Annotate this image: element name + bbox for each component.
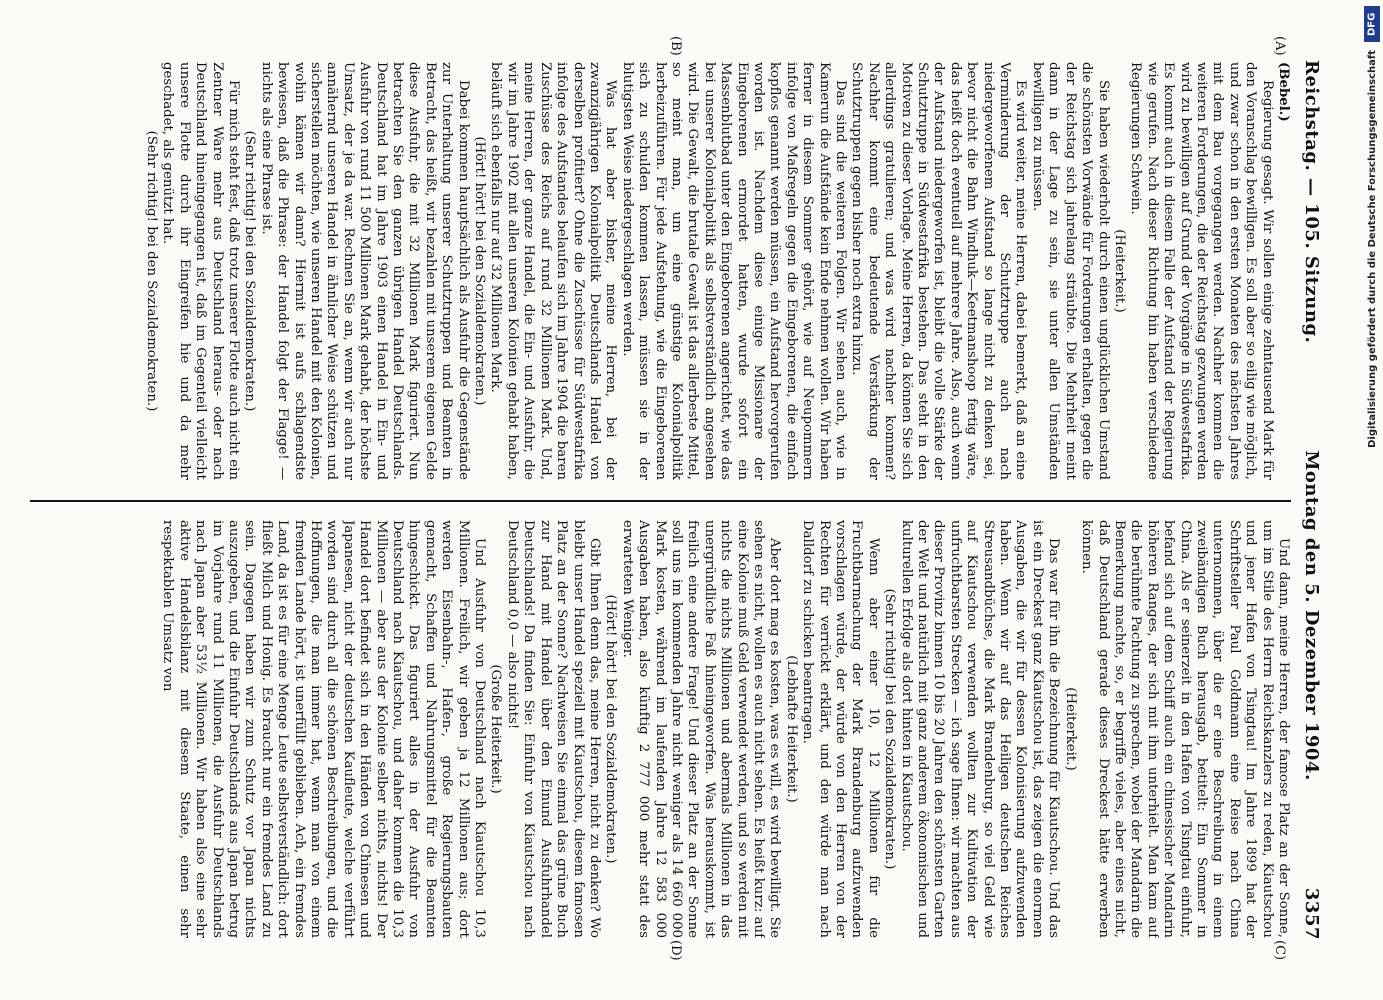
dfg-notice: Digitalisierung gefördert durch die Deutsche Forschungsgemeinschaft: [1366, 50, 1378, 448]
paragraph: Sie haben wiederholt durch einen unglücklichen Umstand die schönsten Vorwände für Forderungen erhalten, gegen die der Reichstag sich jahrelang sträubte. Die Mehrheit meint dann in der Lage zu sein, sie unter allen Umständen bewilligen zu müssen.: [1029, 62, 1111, 480]
paragraph: Es wird weiter, meine Herren, dabei bemerkt, daß an eine Verminderung der Schutztruppe auch nach niedergeworfenem Aufstand so lange nicht zu denken sei, bevor nicht die Bahn Windhuk—Keetmanshoop fertig wäre, das heißt doch eventuell auf mehrere Jahre. Also, auch wenn der Aufstand niedergeworfen ist, bleibt die volle Stärke der Schutztruppe in Südwestafrika bestehen. Das steht in den Motiven zu dieser Vorlage. Meine Herren, da können Sie sich allerdings gratulieren; und was wird nachher kommen? Nachher kommt eine bedeutende Verstärkung der Schutztruppen gegen bisher noch extra hinzu.: [849, 62, 1029, 480]
paragraph: Was hat aber bisher, meine Herren, bei der zwanzigjährigen Kolonialpolitik Deutschlands Handel von derselben profitiert? Ohne die Zuschüsse für Südwestafrika infolge des Aufstandes belaufen sich im Jahre 1904 die baren Zuschüsse des Reichs auf rund 32 Millionen Mark. Und, meine Herren, der ganze Handel, die Ein- und Ausfuhr, die wir im Jahre 1902 mit allen unseren Kolonien gehabt haben, beläuft sich ebenfalls nur auf 32 Millionen Mark.: [488, 62, 619, 480]
margin-marker-c: (C): [1272, 940, 1287, 961]
paragraph: Regierung gesagt. Wir sollen einige zehntausend Mark für den Voranschlag bewilligen. Es soll aber so eilig wie möglich, und zwar schon in den ersten Monaten des nächsten Jahres mit dem Bau vorgegangen werden. Nachher kommen die weiteren Forderungen, die der Reichstag gezwungen werden wird zu bewilligen auf Grund der Vorgänge in Südwestafrika. Es kommt auch in diesem Falle der Aufstand der Regierung wie gerufen. Nach dieser Richtung hin haben verschiedene Regierungen Schwein.: [1128, 62, 1275, 480]
paragraph: (Sehr richtig! bei den Sozialdemokraten.): [882, 588, 898, 870]
paragraph: Und dann, meine Herren, der famose Platz an der Sonne, um im Stile des Herrn Reichskanzlers zu reden, Kiautschou und jener Hafen von Tsingtau! Im Jahre 1899 hat der Schriftsteller Paul Goldmann eine Reise nach China unternommen, über die er eine Beschreibung in einem zweibändigen Buch herausgab, betitelt: Ein Sommer in China. Als er seinerzeit in den Hafen von Tsingtau einfuhr, befand sich auf dem Schiff auch ein chinesischer Mandarin höheren Ranges, der sich mit ihm unterhielt. Man kam auf die berühmte Pachtung zu sprechen, wobei der Mandarin die Bemerkung machte, so, er begriffe vieles, aber eines nicht, daß Deutschland gerade dieses Dreckest hätte erwerben können.: [1079, 520, 1291, 938]
left-column: [30, 62, 1291, 480]
paragraph: Dabei kommen hauptsächlich als Ausfuhr die Gegenstände zur Unterhaltung unserer Schutztruppen und Beamten in Betracht, das heißt, wir bezahlen mit unserem eigenen Gelde diese Ausfuhr, die mit 32 Millionen Mark figuriert. Nun betrachten Sie den ganzen übrigen Handel Deutschlands. Deutschland hat im Jahre 1903 einen Handel in Ein- und Ausfuhr von rund 11 500 Millionen Mark gehabt, der höchste Umsatz, der je da war. Rechnen Sie an, wenn wir auch nur annähernd unseren Handel in ähnlicher Weise schützen und sicherstellen möchten, wie unseren Handel mit den Kolonien, wohin kämen wir dann? Hiermit ist aufs schlagendste bewiesen, daß die Phrase: der Handel folgt der Flagge! — nichts als eine Phrase ist.: [258, 62, 471, 480]
paragraph: Für mich steht fest, daß trotz unserer Flotte auch nicht ein Zentner Ware mehr aus Deutschland heraus- oder nach Deutschland hineingegangen ist, daß im Gegenteil vielleicht unsere Flotte durch ihr Eingreifen hie und da mehr geschadet, als genützt hat.: [160, 62, 241, 480]
header-date: Montag den 5. Dezember 1904.: [1301, 450, 1322, 781]
margin-marker-a: (A): [1272, 36, 1287, 56]
right-column: [30, 520, 1291, 938]
paragraph: (Sehr richtig! bei den Sozialdemokraten.): [242, 130, 258, 412]
paragraph: (Sehr richtig! bei den Sozialdemokraten.): [143, 130, 159, 412]
paragraph: Und Ausfuhr von Deutschland nach Kiautschou 10,3 Millionen. Freilich, wir geben ja 12 Millionen aus; dort werden Eisenbahn-, Hafen-, große Regierungsbauten gemacht, Schaffen und Nahrungsmittel für die Beamten hingeschickt. Das figuriert alles in der Ausfuhr von Deutschland nach Kiautschou, und daher kommen die 10,3 Millionen — aber aus der Kolonie selber nichts, nichts! Der Handel dort befindet sich in den Händen von Chinesen und Japanesen, nicht der deutschen Kaufleute, welche verführt worden sind durch all die schönen Beschreibungen, und die Hoffnungen, die man immer hat, wenn man von einem fremden Lande hört, ist unerfüllt geblieben. Ach, ein fremdes Land, da ist es für eine Menge Leute selbstverständlich: dort fließt Milch und Honig. Es braucht nur ein fremdes Land zu sein. Dagegen haben wir zum Schutz vor Japan nichts auszugeben, und die Einfuhr Deutschlands aus Japan betrug im Vorjahre rund 11 Millionen, die Ausfuhr Deutschlands nach Japan aber 53½ Millionen. Wir haben also eine sehr aktive Handelsbilanz mit diesem Staate, einen sehr respektablen Umsatz von: [160, 520, 488, 938]
paragraph: Aber dort mag es kosten, was es will, es wird bewilligt. Sie sehen es nicht, wollen es auch nicht sehen. Es heißt kurz: auf eine Kolonie muß Geld verwendet werden, und so werden mit nichts die nichts Millionen und abermals Millionen in das unergründliche Faß hineingeworfen. Was herauskommt, ist freilich eine andere Frage! Und dieser Platz an der Sonne soll uns im kommenden Jahre nicht weniger als 14 660 000 Mark kosten, während im laufenden Jahre 12 583 000 Ausgaben haben, also künftig 2 777 000 mehr statt des erwarteten Weniger.: [619, 520, 783, 938]
paragraph: (Große Heiterkeit.): [488, 664, 504, 794]
paragraph: (Heiterkeit.): [1062, 687, 1078, 771]
right-column-text: [159, 520, 1291, 938]
margin-marker-d: (D): [668, 940, 683, 961]
paragraph: Das sind die weiteren Folgen. Wir sehen auch, wie in Kamerun die Aufstände kein Ende nehmen wollen. Wir haben ferner in diesem Sommer gehört, wie auf Neupommern infolge von Maßregeln gegen die Eingeborenen, die einfach kopflos genannt werden müssen, ein Aufstand hervorgerufen worden ist. Nachdem diese einige Missionare der Eingeborenen ermordet hatten, wurde sofort ein Massenblutbad unter den Eingeborenen angerichtet, wie das bei unserer Kolonialpolitik als selbstverständlich angesehen wird. Die Gewalt, die brutale Gewalt ist das allerbeste Mittel, so meint man, um eine günstige Kolonialpolitik herbeizuführen. Für jede Aufstehung, wie die Eingeborenen sich zu schulden kommen lassen, müssen sie in der blutigsten Weise niedergeschlagen werden.: [619, 62, 849, 480]
paragraph: (Hört! hört! bei den Sozialdemokraten.): [603, 594, 619, 864]
paragraph: (Heiterkeit.): [1111, 229, 1127, 313]
paragraph: (Lebhafte Heiterkeit.): [783, 655, 799, 803]
header-session-title: Reichstag. — 105. Sitzung.: [1301, 60, 1322, 344]
page-number: 3357: [1301, 887, 1322, 940]
page-header: [1301, 60, 1335, 940]
left-column-text: [143, 62, 1275, 480]
speaker-name: (Bebel.): [1276, 62, 1291, 122]
paragraph: Gibt Ihnen denn das, meine Herren, nicht zu denken? Wo bleibt unser Handel speziell mit Kiautschou, diesem famosen Platz an der Sonne? Nachweisen Sie einmal das grüne Buch zur Hand mit Handel über den Einund Ausfuhrhandel Deutschlands! Da finden Sie: Einfuhr von Kiautschou nach Deutschland 0,0 — also nichts!: [504, 520, 602, 938]
dfg-strip: [1361, 0, 1383, 1000]
margin-marker-b: (B): [668, 36, 683, 56]
paragraph: Das war für ihn die Bezeichnung für Kiautschou. Und das ist ein Dreckest ganz Kiautschou ist, das zeigen die enormen Ausgaben, die wir für dessen Kolonisierung aufzuwenden haben. Wenn wir auf das Heiligen deutschen Reiches Streusandbüchse, die Mark Brandenburg, so viel Geld wie auf Kiautschou verwenden wollten zur Kultivation der unfruchtbarsten Strecken — ich sage Ihnen: wir machten aus dieser Provinz binnen 10 bis 20 Jahren den schönsten Garten der Welt und natürlich mit ganz anderem ökonomischen und kulturellen Erfolge als dort hinten in Kiautschou.: [898, 520, 1062, 938]
dfg-logo: DFG: [1364, 6, 1380, 42]
column-divider: [30, 500, 1291, 502]
paragraph: Wenn aber einer 10, 12 Millionen für die Fruchtbarmachung der Mark Brandenburg aufzuwenden vorschlagen würde, der würde von den Herren von der Rechten für verrückt erklärt, und den würde man nach Dalldorf zu schicken beantragen.: [800, 520, 881, 938]
paragraph: (Hört! hört! bei den Sozialdemokraten.): [472, 136, 488, 406]
